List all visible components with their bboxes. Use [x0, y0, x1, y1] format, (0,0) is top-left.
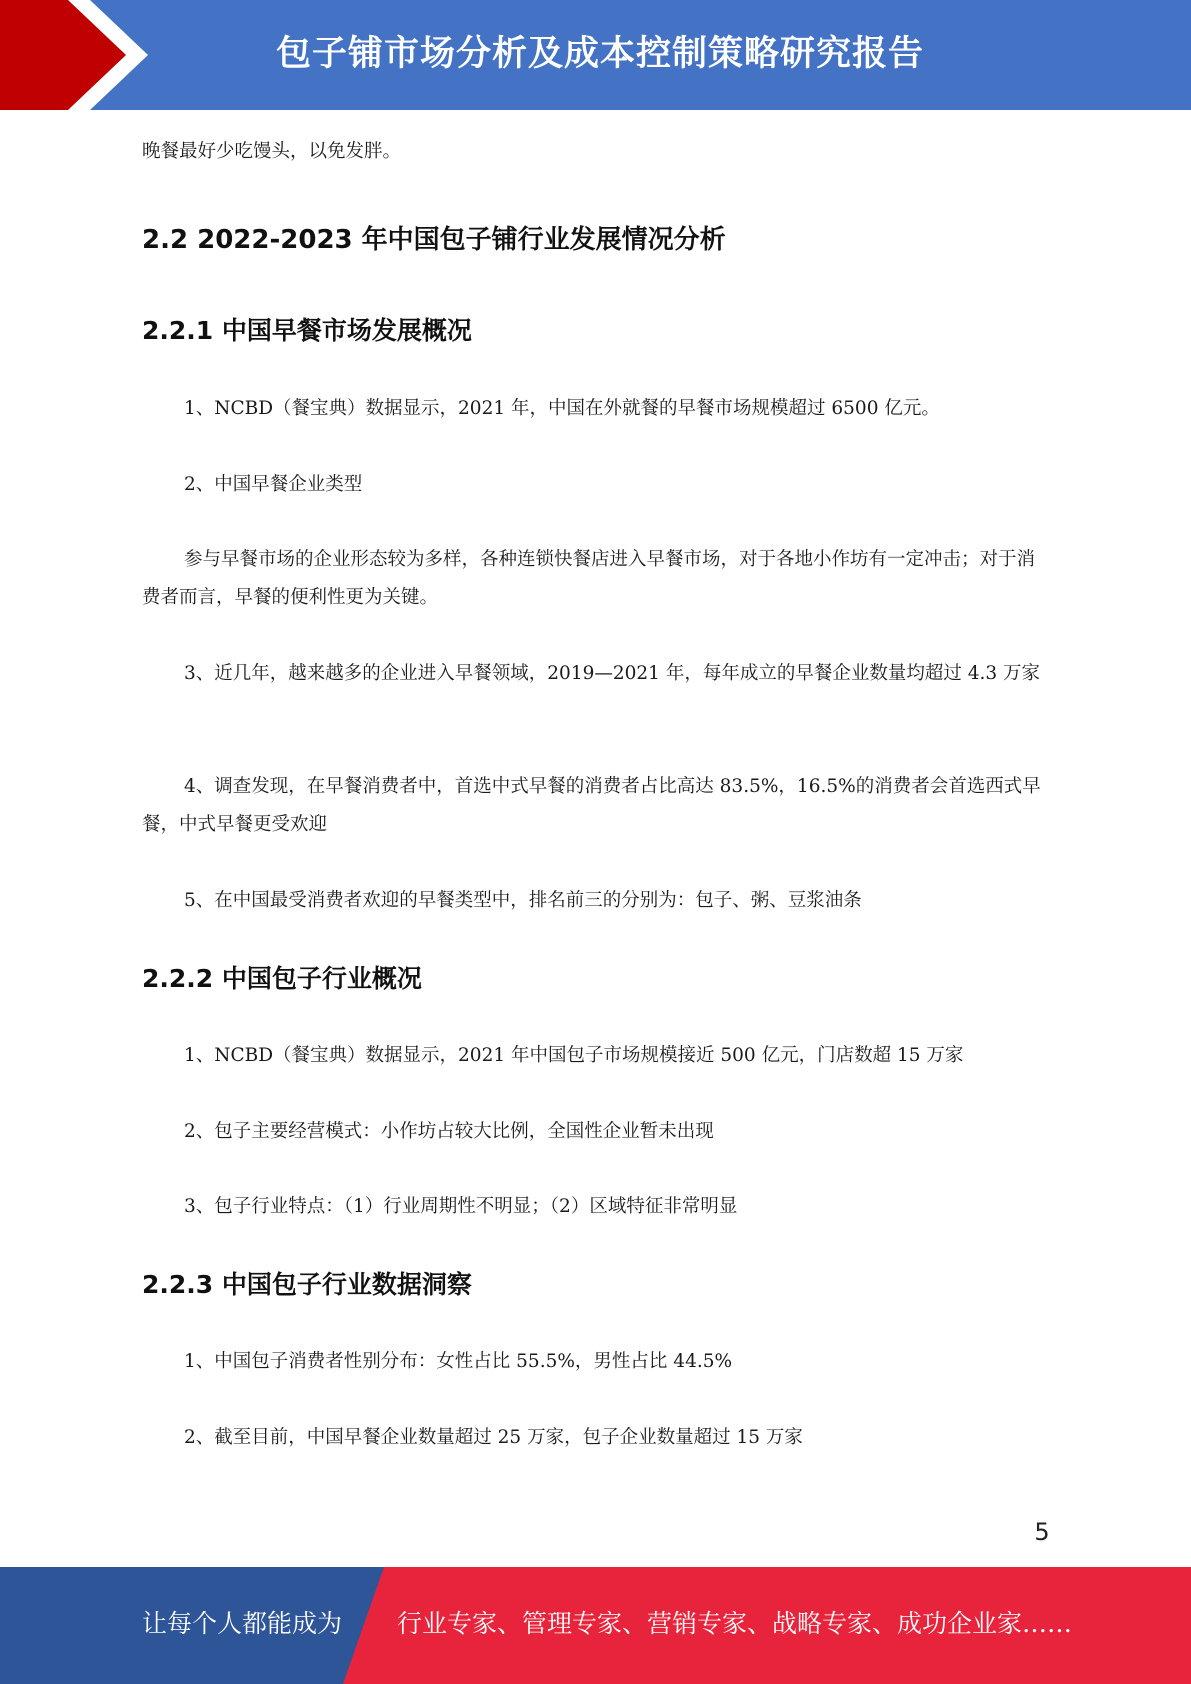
footer-slogan-left: 让每个人都能成为: [142, 1609, 343, 1638]
footer-banner: [0, 1567, 1191, 1684]
section-heading-2-2-3: 2.2.3 中国包子行业数据洞察: [142, 1270, 472, 1299]
section-heading-2-2-1: 2.2.1 中国早餐市场发展概况: [142, 316, 472, 345]
footer-slogan-right: 行业专家、管理专家、营销专家、战略专家、成功企业家……: [397, 1609, 1073, 1638]
paragraph-consumer-preference: 4、调查发现，在早餐消费者中，首选中式早餐的消费者占比高达 83.5%，16.5%的消费者会首选西式早餐，中式早餐更受欢迎: [142, 776, 1041, 835]
paragraph-industry-features: 3、包子行业特点：（1）行业周期性不明显；（2）区域特征非常明显: [184, 1196, 738, 1217]
paragraph-breakfast-market-size: 1、NCBD（餐宝典）数据显示，2021 年，中国在外就餐的早餐市场规模超过 6500 亿元。: [184, 398, 940, 419]
section-heading-2-2: 2.2 2022-2023 年中国包子铺行业发展情况分析: [142, 225, 726, 255]
paragraph-enterprise-counts: 2、截至目前，中国早餐企业数量超过 25 万家，包子企业数量超过 15 万家: [184, 1427, 803, 1448]
section-heading-2-2-2: 2.2.2 中国包子行业概况: [142, 964, 422, 993]
header-banner: [0, 0, 1191, 110]
paragraph-enterprise-forms: 参与早餐市场的企业形态较为多样，各种连锁快餐店进入早餐市场，对于各地小作坊有一定冲击；对于消费者而言，早餐的便利性更为关键。: [142, 549, 1036, 608]
paragraph-top-breakfast-types: 5、在中国最受消费者欢迎的早餐类型中，排名前三的分别为：包子、粥、豆浆油条: [184, 890, 862, 911]
paragraph-business-model: 2、包子主要经营模式：小作坊占较大比例，全国性企业暂未出现: [184, 1121, 714, 1142]
paragraph-new-enterprises: 3、近几年，越来越多的企业进入早餐领域，2019—2021 年，每年成立的早餐企业数量均超过 4.3 万家: [184, 663, 1040, 684]
header-title: 包子铺市场分析及成本控制策略研究报告: [275, 34, 924, 74]
paragraph-intro: 晚餐最好少吃馒头，以免发胖。: [142, 141, 402, 162]
paragraph-breakfast-enterprise-types: 2、中国早餐企业类型: [184, 474, 363, 495]
page-number: 5: [1034, 1518, 1050, 1546]
paragraph-baozi-market-size: 1、NCBD（餐宝典）数据显示，2021 年中国包子市场规模接近 500 亿元，门店数超 15 万家: [184, 1045, 964, 1066]
paragraph-gender-distribution: 1、中国包子消费者性别分布：女性占比 55.5%，男性占比 44.5%: [184, 1351, 733, 1372]
